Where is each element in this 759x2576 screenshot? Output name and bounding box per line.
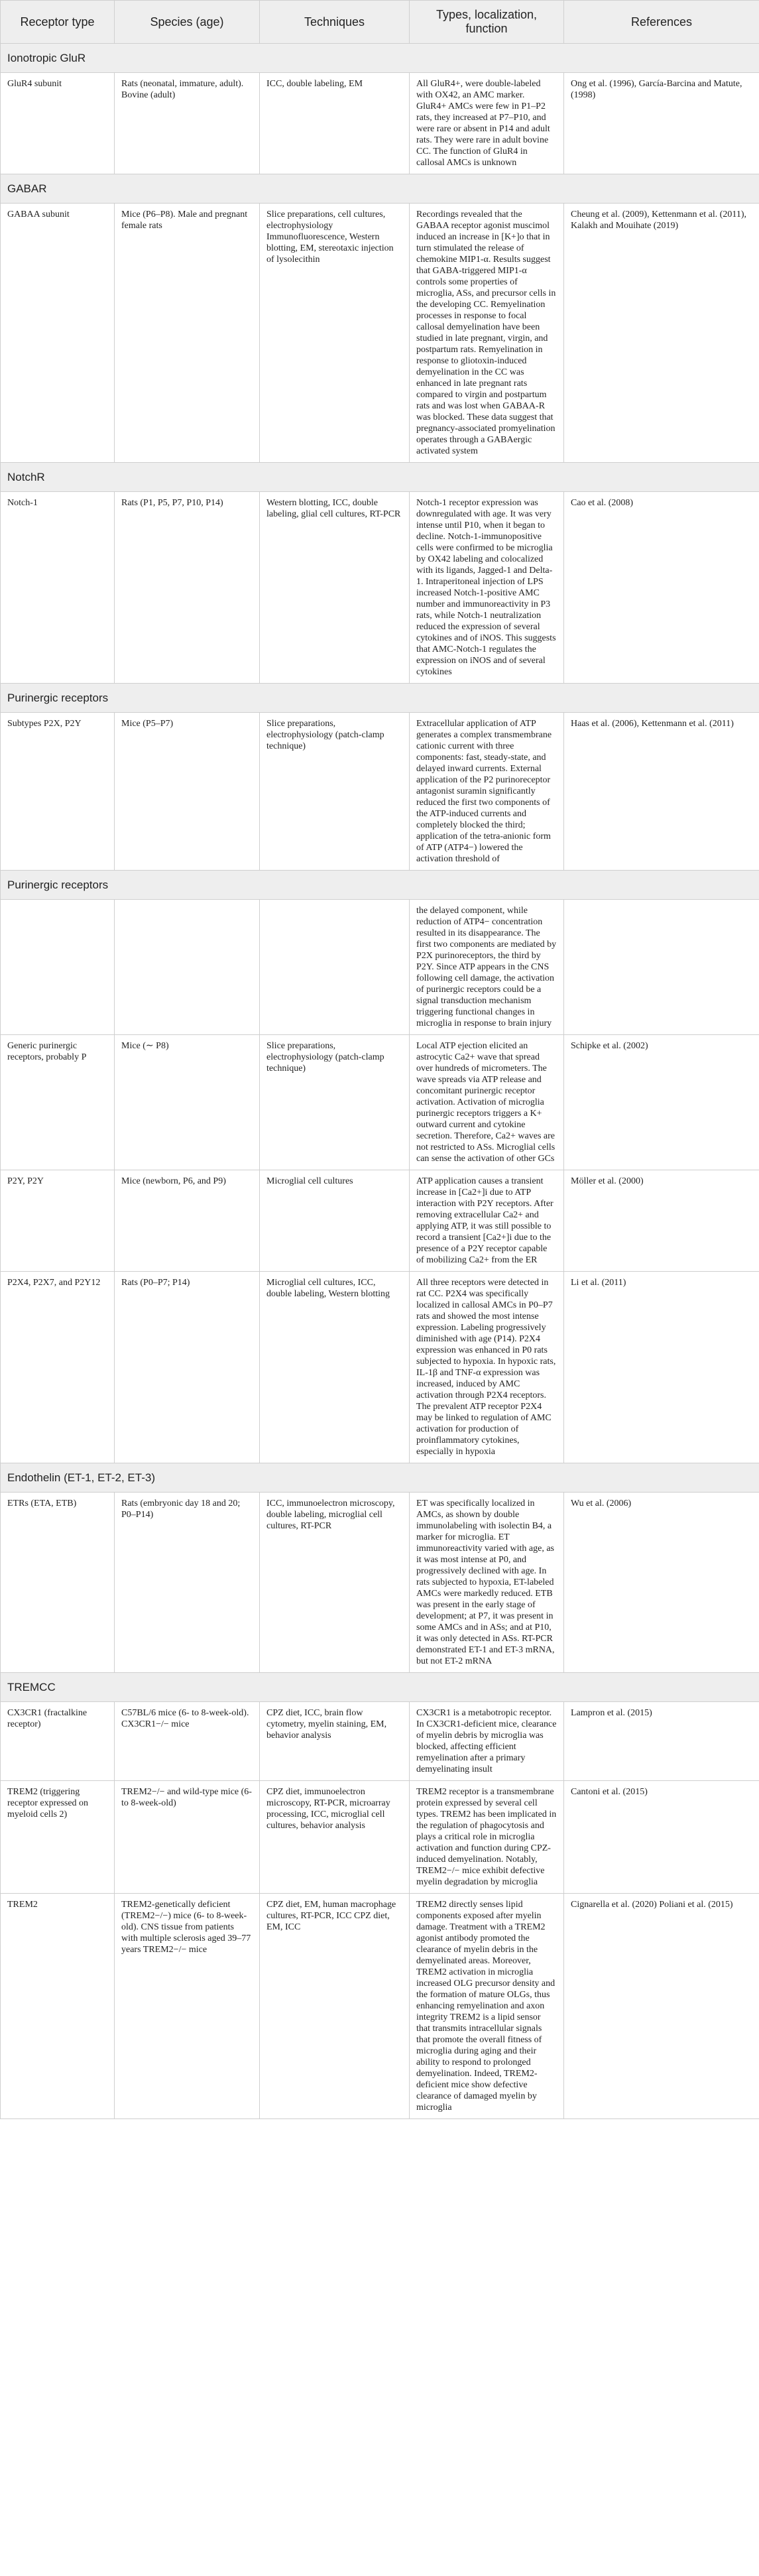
cell-techniques: CPZ diet, immunoelectron microscopy, RT-PCR, microarray processing, ICC, microglial cell cultures, behavior analysis bbox=[260, 1781, 410, 1894]
cell-function: CX3CR1 is a metabotropic receptor. In CX3CR1-deficient mice, clearance of myelin debris by microglia was blocked, affecting efficient remyelination after a primary demyelinating insult bbox=[410, 1702, 564, 1781]
cell-techniques: Microglial cell cultures, ICC, double labeling, Western blotting bbox=[260, 1272, 410, 1463]
table-row bbox=[1, 1781, 759, 1894]
header-row bbox=[1, 1, 759, 44]
section-row bbox=[1, 1463, 759, 1493]
cell-references: Cao et al. (2008) bbox=[564, 492, 759, 684]
cell-techniques bbox=[260, 900, 410, 1035]
header-species-age: Species (age) bbox=[115, 1, 260, 44]
cell-receptor: Generic purinergic receptors, probably P bbox=[1, 1035, 115, 1170]
table-row bbox=[1, 1702, 759, 1781]
cell-receptor: P2X4, P2X7, and P2Y12 bbox=[1, 1272, 115, 1463]
cell-function: TREM2 directly senses lipid components exposed after myelin damage. Treatment with a TREM2 agonist antibody promoted the clearance of myelin debris in the demyelinated areas. Moreover, TREM2 activation in microglia increased OLG precursor density and the formation of mature OLGs, thus enhancing remyelination and axon integrity TREM2 is a lipid sensor that transmits intracellular signals that promote the overall fitness of microglia during aging and their ability to respond to prolonged demyelination. Indeed, TREM2-deficient mice show defective clearance of damaged myelin by microglia bbox=[410, 1894, 564, 2119]
cell-references: Lampron et al. (2015) bbox=[564, 1702, 759, 1781]
cell-techniques: CPZ diet, EM, human macrophage cultures, RT-PCR, ICC CPZ diet, EM, ICC bbox=[260, 1894, 410, 2119]
section-row bbox=[1, 871, 759, 900]
cell-references: Schipke et al. (2002) bbox=[564, 1035, 759, 1170]
section-row bbox=[1, 44, 759, 73]
table-row bbox=[1, 73, 759, 174]
section-title: Purinergic receptors bbox=[1, 684, 759, 713]
cell-references: Ong et al. (1996), García-Barcina and Matute, (1998) bbox=[564, 73, 759, 174]
section-title: GABAR bbox=[1, 174, 759, 204]
header-references: References bbox=[564, 1, 759, 44]
cell-species: Mice (∼ P8) bbox=[115, 1035, 260, 1170]
cell-receptor: ETRs (ETA, ETB) bbox=[1, 1493, 115, 1673]
cell-techniques: ICC, immunoelectron microscopy, double labeling, microglial cell cultures, RT-PCR bbox=[260, 1493, 410, 1673]
cell-function: ATP application causes a transient increase in [Ca2+]i due to ATP interaction with P2Y receptors. After removing extracellular Ca2+ and applying ATP, it was still possible to record a transient [Ca2+]i due to the presence of a P2Y receptor capable of mobilizing Ca2+ from the ER bbox=[410, 1170, 564, 1272]
cell-species: TREM2−/− and wild-type mice (6- to 8-week-old) bbox=[115, 1781, 260, 1894]
section-title: TREMCC bbox=[1, 1673, 759, 1702]
cell-receptor: P2Y, P2Y bbox=[1, 1170, 115, 1272]
table-row bbox=[1, 1894, 759, 2119]
cell-species: C57BL/6 mice (6- to 8-week-old). CX3CR1−/− mice bbox=[115, 1702, 260, 1781]
section-title: Purinergic receptors bbox=[1, 871, 759, 900]
section-row bbox=[1, 684, 759, 713]
cell-species: Mice (newborn, P6, and P9) bbox=[115, 1170, 260, 1272]
cell-receptor: TREM2 bbox=[1, 1894, 115, 2119]
section-row bbox=[1, 174, 759, 204]
cell-receptor bbox=[1, 900, 115, 1035]
table-row bbox=[1, 1272, 759, 1463]
table-row bbox=[1, 1035, 759, 1170]
cell-species: TREM2-genetically deficient (TREM2−/−) mice (6- to 8-week-old). CNS tissue from patients with multiple sclerosis aged 39–77 years TREM2−/− mice bbox=[115, 1894, 260, 2119]
cell-receptor: GABAA subunit bbox=[1, 204, 115, 463]
cell-techniques: Western blotting, ICC, double labeling, glial cell cultures, RT-PCR bbox=[260, 492, 410, 684]
cell-function: the delayed component, while reduction of ATP4− concentration resulted in its disappearance. The first two components are mediated by P2X purinoreceptors, the third by P2Y. Since ATP appears in the CNS following cell damage, the activation of purinergic receptors could be a signal transduction mechanism triggering functional changes in microglia in response to brain injury bbox=[410, 900, 564, 1035]
cell-references: Li et al. (2011) bbox=[564, 1272, 759, 1463]
cell-references: Haas et al. (2006), Kettenmann et al. (2011) bbox=[564, 713, 759, 871]
cell-references bbox=[564, 900, 759, 1035]
cell-techniques: Slice preparations, cell cultures, electrophysiology Immunofluorescence, Western blotting, EM, stereotaxic injection of lysolecithin bbox=[260, 204, 410, 463]
cell-function: Local ATP ejection elicited an astrocytic Ca2+ wave that spread over hundreds of micrometers. The wave spreads via ATP release and concomitant purinergic receptor activation. Activation of microglia purinergic receptors triggers a K+ outward current and cytokine secretion. Therefore, Ca2+ waves are not restricted to ASs. Microglial cells can sense the activation of other GCs bbox=[410, 1035, 564, 1170]
cell-receptor: CX3CR1 (fractalkine receptor) bbox=[1, 1702, 115, 1781]
section-row bbox=[1, 1673, 759, 1702]
cell-species: Mice (P5–P7) bbox=[115, 713, 260, 871]
cell-species: Mice (P6–P8). Male and pregnant female rats bbox=[115, 204, 260, 463]
cell-references: Cheung et al. (2009), Kettenmann et al. (2011), Kalakh and Mouihate (2019) bbox=[564, 204, 759, 463]
table-row bbox=[1, 1170, 759, 1272]
cell-references: Cantoni et al. (2015) bbox=[564, 1781, 759, 1894]
table-row bbox=[1, 1493, 759, 1673]
cell-function: Notch-1 receptor expression was downregulated with age. It was very intense until P10, when it began to decline. Notch-1-immunopositive cells were confirmed to be microglia by OX42 labeling and colocalized with its ligands, Jagged-1 and Delta-1. Intraperitoneal injection of LPS increased Notch-1-positive AMC number and immunoreactivity in P3 rats, while Notch-1 neutralization reduced the expression of several cytokines and of iNOS. This suggests that AMC-Notch-1 regulates the expression on iNOS and of several cytokines bbox=[410, 492, 564, 684]
cell-techniques: CPZ diet, ICC, brain flow cytometry, myelin staining, EM, behavior analysis bbox=[260, 1702, 410, 1781]
cell-techniques: Slice preparations, electrophysiology (patch-clamp technique) bbox=[260, 1035, 410, 1170]
table-row bbox=[1, 204, 759, 463]
table-row bbox=[1, 713, 759, 871]
header-receptor-type: Receptor type bbox=[1, 1, 115, 44]
cell-function: All three receptors were detected in rat CC. P2X4 was specifically localized in callosal AMCs in P0–P7 rats and showed the most intense expression. Labeling progressively diminished with age (P14). P2X4 expression was enhanced in P0 rats subjected to hypoxia. In hypoxic rats, IL-1β and TNF-α expression was increased, induced by AMC activation through P2X4 receptors. The prevalent ATP receptor P2X4 may be linked to regulation of AMC activation for production of proinflammatory cytokines, especially in hypoxia bbox=[410, 1272, 564, 1463]
cell-function: ET was specifically localized in AMCs, as shown by double immunolabeling with isolectin B4, a marker for microglia. ET immunoreactivity varied with age, as it was most intense at P0, and progressively declined with age. In rats subjected to hypoxia, ET-labeled AMCs were markedly reduced. ETB was present in the early stage of development; at P7, it was present in some AMCs and in ASs; and at P10, it was only detected in ASs. RT-PCR demonstrated ET-1 and ET-3 mRNA, but not ET-2 mRNA bbox=[410, 1493, 564, 1673]
cell-references: Möller et al. (2000) bbox=[564, 1170, 759, 1272]
cell-techniques: Microglial cell cultures bbox=[260, 1170, 410, 1272]
cell-techniques: ICC, double labeling, EM bbox=[260, 73, 410, 174]
table-row bbox=[1, 900, 759, 1035]
cell-function: Recordings revealed that the GABAA receptor agonist muscimol induced an increase in [K+]o that in turn stimulated the release of chemokine MIP1-α. Results suggest that GABA-triggered MIP1-α controls some properties of microglia, ASs, and precursor cells in the developing CC. Remyelination processes in response to focal callosal demyelination have been studied in late pregnant, virgin, and postpartum rats. Remyelination in response to gliotoxin-induced demyelination in the CC was enhanced in late pregnant rats compared to virgin and postpartum rats and was lost when GABAA-R was blocked. These data suggest that pregnancy-associated promyelination operates through a GABAergic activated system bbox=[410, 204, 564, 463]
cell-receptor: Notch-1 bbox=[1, 492, 115, 684]
cell-techniques: Slice preparations, electrophysiology (patch-clamp technique) bbox=[260, 713, 410, 871]
cell-species: Rats (embryonic day 18 and 20; P0–P14) bbox=[115, 1493, 260, 1673]
cell-species: Rats (neonatal, immature, adult). Bovine (adult) bbox=[115, 73, 260, 174]
table-row bbox=[1, 492, 759, 684]
cell-receptor: GluR4 subunit bbox=[1, 73, 115, 174]
section-title: Endothelin (ET-1, ET-2, ET-3) bbox=[1, 1463, 759, 1493]
header-techniques: Techniques bbox=[260, 1, 410, 44]
cell-receptor: TREM2 (triggering receptor expressed on myeloid cells 2) bbox=[1, 1781, 115, 1894]
header-function: Types, localization, function bbox=[410, 1, 564, 44]
cell-references: Cignarella et al. (2020) Poliani et al. (2015) bbox=[564, 1894, 759, 2119]
section-title: Ionotropic GluR bbox=[1, 44, 759, 73]
cell-function: TREM2 receptor is a transmembrane protein expressed by several cell types. TREM2 has been implicated in the regulation of phagocytosis and plays a critical role in microglia activation and function during CPZ-induced demyelination. Notably, TREM2−/− mice exhibit defective myelin degradation by microglia bbox=[410, 1781, 564, 1894]
table-body bbox=[1, 44, 759, 2119]
cell-references: Wu et al. (2006) bbox=[564, 1493, 759, 1673]
cell-species: Rats (P1, P5, P7, P10, P14) bbox=[115, 492, 260, 684]
cell-receptor: Subtypes P2X, P2Y bbox=[1, 713, 115, 871]
cell-species: Rats (P0–P7; P14) bbox=[115, 1272, 260, 1463]
cell-function: Extracellular application of ATP generates a complex transmembrane cationic current with three components: fast, steady-state, and delayed inward currents. External application of the P2 purinoreceptor antagonist suramin significantly reduced the first two components of the ATP-induced currents and completely blocked the third; application of the tetra-anionic form of ATP (ATP4−) lowered the activation threshold of bbox=[410, 713, 564, 871]
section-title: NotchR bbox=[1, 463, 759, 492]
cell-species bbox=[115, 900, 260, 1035]
section-row bbox=[1, 463, 759, 492]
cell-function: All GluR4+, were double-labeled with OX42, an AMC marker. GluR4+ AMCs were few in P1–P2 rats, they increased at P7–P10, and were rare or absent in P14 and adult rats. They were rare in adult bovine CC. The function of GluR4 in callosal AMCs is unknown bbox=[410, 73, 564, 174]
